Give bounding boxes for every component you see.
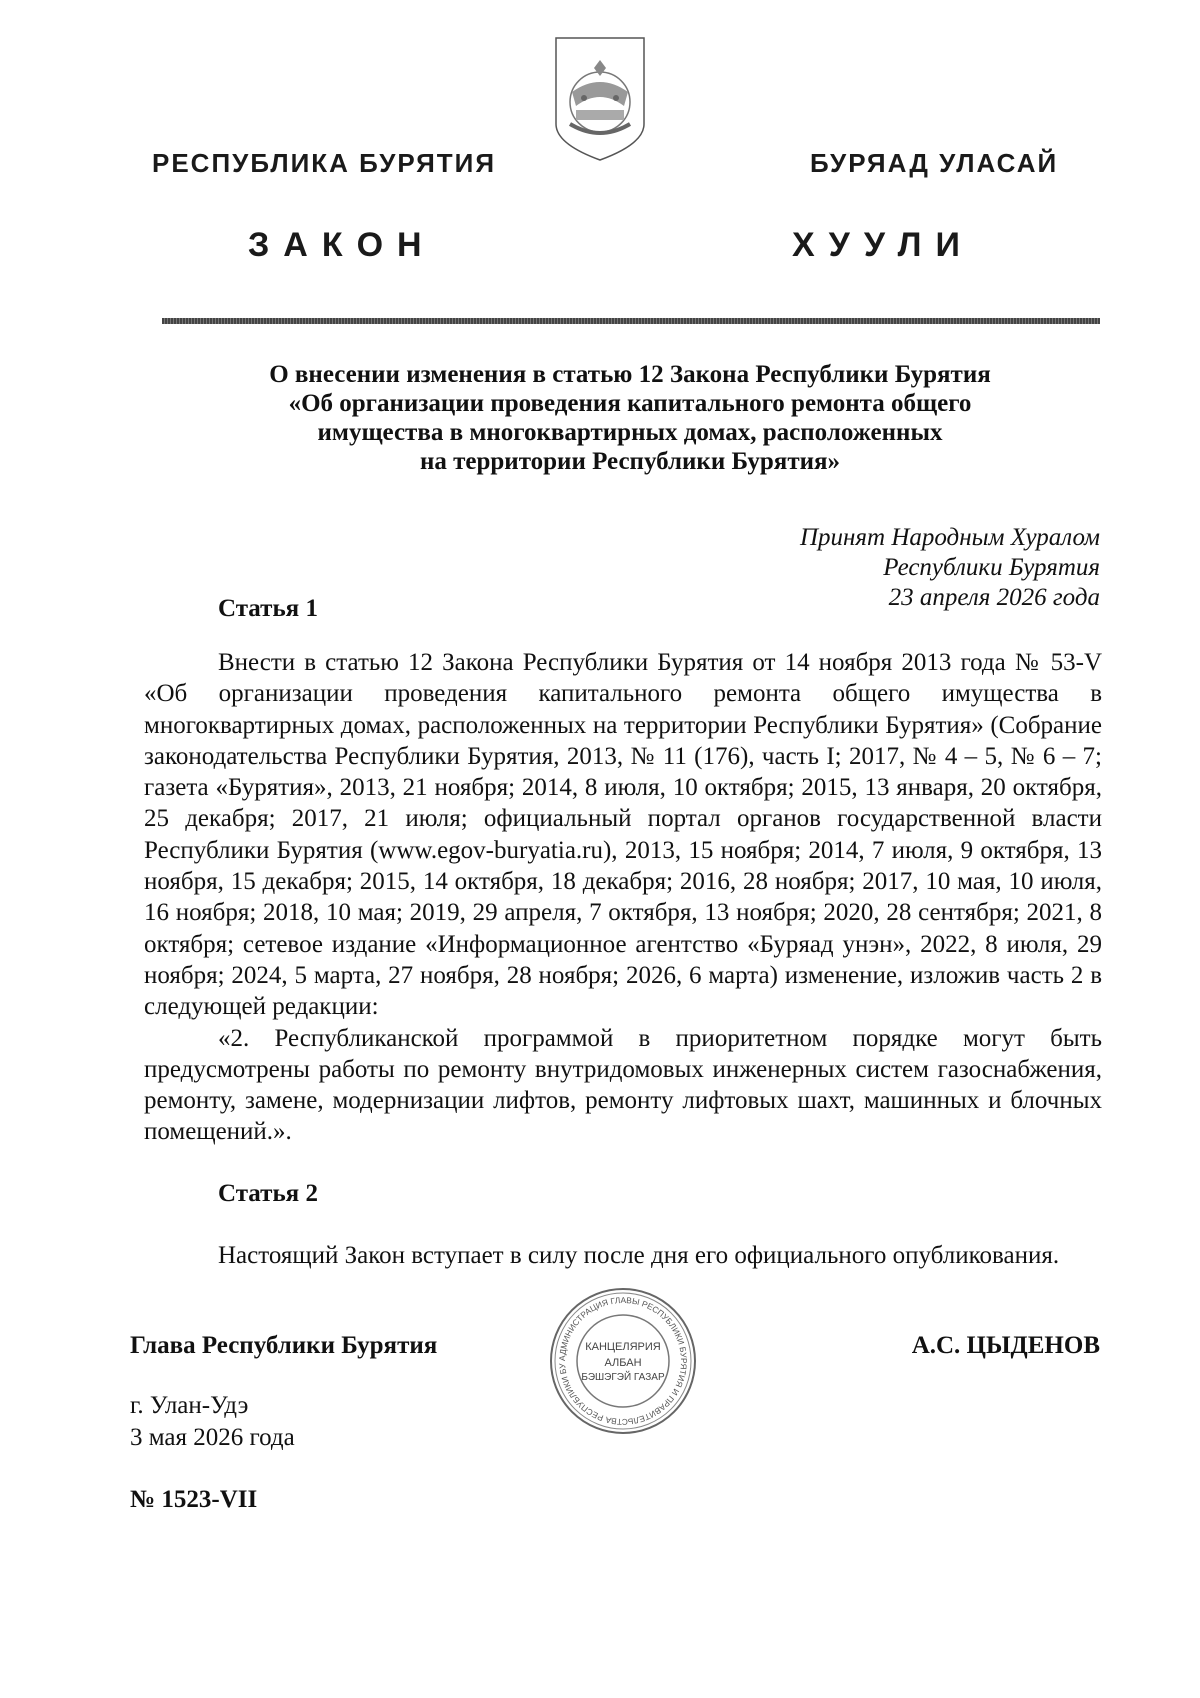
republic-title-ru: РЕСПУБЛИКА БУРЯТИЯ bbox=[152, 148, 497, 178]
signatory-name: А.С. ЦЫДЕНОВ bbox=[911, 1332, 1100, 1359]
adoption-note bbox=[800, 523, 1100, 613]
stamp-line: БЭШЭГЭЙ ГАЗАР bbox=[581, 1372, 665, 1383]
law-number: № 1523-VII bbox=[130, 1486, 258, 1513]
doc-type-ru: ЗАКОН bbox=[248, 226, 436, 264]
republic-title-bua: БУРЯАД УЛАСАЙ bbox=[810, 148, 1059, 178]
title-line: имущества в многоквартирных домах, расположенных bbox=[317, 419, 943, 446]
signing-date: 3 мая 2026 года bbox=[130, 1424, 295, 1451]
signing-place: г. Улан-Удэ bbox=[130, 1392, 249, 1419]
adoption-line: Принят Народным Хуралом bbox=[799, 524, 1100, 551]
stamp-line: АЛБАН bbox=[604, 1357, 642, 1369]
title-line: О внесении изменения в статью 12 Закона Республики Бурятия bbox=[269, 361, 991, 388]
title-line: «Об организации проведения капитального ремонта общего bbox=[288, 390, 972, 417]
article2-paragraph: Настоящий Закон вступает в силу после дня его официального опубликования. bbox=[218, 1242, 1060, 1269]
article2-heading: Статья 2 bbox=[218, 1180, 318, 1207]
buryatia-coat-of-arms-icon bbox=[550, 32, 650, 164]
law-title bbox=[160, 360, 1100, 476]
article2-body bbox=[144, 1240, 1102, 1271]
doc-type-bua: ХУУЛИ bbox=[792, 226, 974, 264]
stamp-ring-text: АДМИНИСТРАЦИЯ ГЛАВЫ РЕСПУБЛИКИ БУРЯТИЯ И ПРАВИТЕЛЬСТВА РЕСПУБЛИКИ БУ bbox=[556, 1294, 690, 1428]
stamp-line: КАНЦЕЛЯРИЯ bbox=[585, 1341, 661, 1353]
signatory-position: Глава Республики Бурятия bbox=[130, 1332, 438, 1359]
header-divider bbox=[162, 318, 1100, 324]
article1-body bbox=[144, 647, 1102, 1148]
adoption-line: Республики Бурятия bbox=[883, 554, 1100, 581]
article1-heading: Статья 1 bbox=[218, 595, 318, 622]
title-line: на территории Республики Бурятия» bbox=[419, 448, 841, 475]
official-stamp-icon bbox=[548, 1286, 698, 1436]
adoption-date: 23 апреля 2026 года bbox=[888, 584, 1100, 611]
article1-paragraph: Внести в статью 12 Закона Республики Бурятия от 14 ноября 2013 года № 53-V «Об организации проведения капитального ремонта общего имущества в многоквартирных домах, расположенных на территории Республики Бурятия» (Собрание законодательства Республики Бурятия, 2013, № 11 (176), часть I; 2017, № 4 – 5, № 6 – 7; газета «Бурятия», 2013, 21 ноября; 2014, 8 июля, 10 октября; 2015, 13 января, 20 октября, 25 декабря; 2017, 21 июля; официальный портал органов государственной власти Республики Бурятия (www.egov-buryatia.ru), 2013, 15 ноября; 2014, 7 июля, 9 октября, 13 ноября, 15 декабря; 2015, 14 октября, 18 декабря; 2016, 28 ноября; 2017, 10 мая, 10 июля, 16 ноября; 2018, 10 мая; 2019, 29 апреля, 7 октября, 13 ноября; 2020, 28 сентября; 2021, 8 октября; сетевое издание «Информационное агентство «Буряад унэн», 2022, 8 июля, 29 ноября; 2024, 5 марта, 27 ноября, 28 ноября; 2026, 6 марта) изменение, изложив часть 2 в следующей редакции: bbox=[144, 649, 1102, 1021]
article1-amendment-text: «2. Республиканской программой в приоритетном порядке могут быть предусмотрены работы по ремонту внутридомовых инженерных систем газоснабжения, ремонту, замене, модернизации лифтов, ремонту лифтовых шахт, машинных и блочных помещений.». bbox=[144, 1024, 1102, 1146]
